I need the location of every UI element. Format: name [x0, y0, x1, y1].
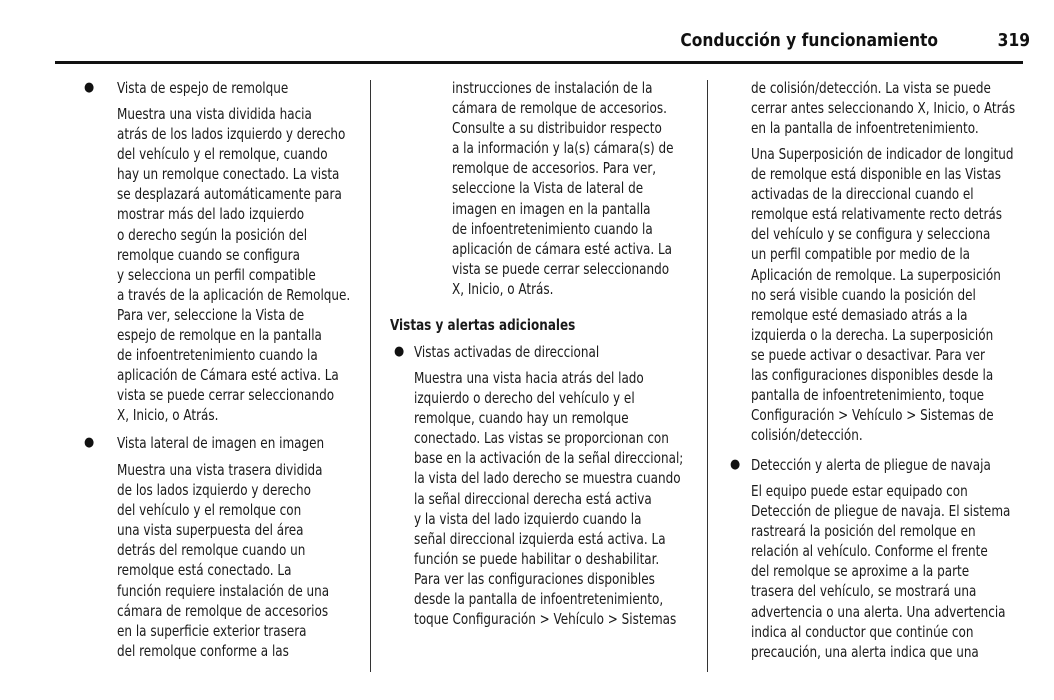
- text-line: del vehículo y se configura y selecciona: [751, 225, 991, 244]
- text-line: la vista del lado derecho se muestra cuando: [414, 469, 681, 488]
- text-line: toque Configuración > Vehículo > Sistemas: [414, 610, 677, 629]
- text-line: función requiere instalación de una: [117, 581, 330, 600]
- text-line: un perfil compatible por medio de la: [751, 245, 971, 264]
- text-line: pantalla de infoentretenimiento, toque: [751, 386, 985, 405]
- text-line: mostrar más del lado izquierdo: [117, 205, 305, 224]
- text-line: izquierda o la derecha. La superposición: [751, 325, 994, 344]
- text-line: se desplazará automáticamente para: [117, 185, 342, 204]
- paragraph: [751, 78, 1048, 138]
- paragraph: [117, 460, 355, 661]
- section-title: Conducción y funcionamiento: [680, 30, 938, 51]
- text-line: de infoentretenimiento cuando la: [452, 219, 653, 238]
- text-line: remolque esté demasiado atrás a la: [751, 305, 968, 324]
- text-line: Vista lateral de imagen en imagen: [117, 434, 325, 452]
- text-line: Muestra una vista hacia atrás del lado: [414, 369, 644, 387]
- text-line: Para ver las configuraciones disponibles: [414, 569, 655, 588]
- text-line: Configuración > Vehículo > Sistemas de: [751, 406, 994, 425]
- text-line: remolque, cuando hay un remolque: [414, 409, 629, 428]
- text-line: vista se puede cerrar seleccionando: [452, 259, 670, 278]
- text-line: imagen en imagen en la pantalla: [452, 199, 651, 218]
- text-line: las configuraciones disponibles desde la: [751, 366, 994, 385]
- text-line: de colisión/detección. La vista se puede: [751, 79, 991, 97]
- list-item-heading: [117, 78, 309, 98]
- text-line: remolque de accesorios. Para ver,: [452, 159, 657, 178]
- text-line: X, Inicio, o Atrás.: [452, 279, 554, 298]
- text-line: a través de la aplicación de Remolque.: [117, 285, 351, 304]
- text-line: remolque está conectado. La: [117, 561, 292, 580]
- text-line: señal direccional izquierda está activa. La: [414, 529, 666, 548]
- text-line: no será visible cuando la posición del: [751, 285, 976, 304]
- list-item-heading: [414, 342, 622, 362]
- text-line: Vista de espejo de remolque: [117, 79, 289, 97]
- text-line: izquierdo o derecho del vehículo y el: [414, 389, 635, 408]
- text-line: Consulte a su distribuidor respecto: [452, 119, 662, 138]
- text-line: se puede activar o desactivar. Para ver: [751, 345, 985, 364]
- text-line: de infoentretenimiento cuando la: [117, 346, 318, 365]
- text-line: a la información y la(s) cámara(s) de: [452, 139, 674, 158]
- text-line: y selecciona un perfil compatible: [117, 265, 316, 284]
- text-line: la señal direccional derecha está activa: [414, 489, 652, 508]
- section-heading: [390, 315, 598, 335]
- text-line: del remolque conforme a las: [117, 641, 289, 660]
- text-line: aplicación de Cámara esté activa. La: [117, 366, 339, 385]
- text-line: Para ver, seleccione la Vista de: [117, 305, 305, 324]
- text-line: detrás del remolque cuando un: [117, 541, 306, 560]
- list-item-heading: [117, 433, 350, 453]
- text-line: hay un remolque conectado. La vista: [117, 165, 340, 184]
- text-line: El equipo puede estar equipado con: [751, 482, 968, 500]
- text-line: de los lados izquierdo y derecho: [117, 481, 311, 500]
- text-line: cámara de remolque de accesorios.: [452, 99, 667, 118]
- text-line: en la superficie exterior trasera: [117, 621, 307, 640]
- text-line: una vista superpuesta del área: [117, 521, 304, 540]
- paragraph: [452, 78, 701, 299]
- paragraph: [117, 104, 379, 426]
- bullet-icon: ●: [394, 344, 405, 359]
- bullet-icon: ●: [84, 435, 95, 450]
- paragraph: [414, 368, 717, 629]
- text-line: precaución, una alerta indica que una: [751, 642, 979, 661]
- text-line: del vehículo y el remolque con: [117, 501, 302, 520]
- text-line: y la vista del lado izquierdo cuando la: [414, 509, 642, 528]
- text-line: desde la pantalla de infoentretenimiento,: [414, 590, 664, 609]
- text-line: o derecho según la posición del: [117, 225, 308, 244]
- page-number: 319: [997, 30, 1030, 51]
- text-line: conectado. Las vistas se proporcionan con: [414, 429, 669, 448]
- bullet-icon: ●: [730, 457, 741, 472]
- text-line: Una Superposición de indicador de longitud: [751, 145, 1014, 163]
- text-line: rastreará la posición del remolque en: [751, 522, 976, 541]
- text-line: cerrar antes seleccionando X, Inicio, o Atrás: [751, 99, 1016, 118]
- text-line: seleccione la Vista de lateral de: [452, 179, 644, 198]
- bullet-icon: ●: [84, 80, 95, 95]
- text-line: aplicación de cámara esté activa. La: [452, 239, 673, 258]
- text-line: Detección de pliegue de navaja. El sistema: [751, 502, 1011, 521]
- text-line: base en la activación de la señal direccional;: [414, 449, 684, 468]
- text-line: en la pantalla de infoentretenimiento.: [751, 119, 979, 138]
- text-line: indica al conductor que continúe con: [751, 622, 974, 641]
- paragraph: [751, 144, 1046, 445]
- text-line: atrás de los lados izquierdo y derecho: [117, 125, 346, 144]
- text-line: advertencia o una alerta. Una advertencia: [751, 602, 1006, 621]
- text-line: trasera del vehículo, se mostrará una: [751, 582, 977, 601]
- text-line: Vistas activadas de direccional: [414, 343, 600, 361]
- paragraph: [751, 481, 1042, 662]
- text-line: función se puede habilitar o deshabilitar.: [414, 549, 660, 568]
- text-line: activadas de la direccional cuando el: [751, 185, 974, 204]
- text-line: remolque está relativamente recto detrás: [751, 205, 1003, 224]
- text-line: del vehículo y el remolque, cuando: [117, 145, 328, 164]
- text-line: colisión/detección.: [751, 426, 863, 445]
- text-line: Muestra una vista dividida hacia: [117, 105, 312, 123]
- text-line: Vistas y alertas adicionales: [390, 316, 576, 334]
- text-line: vista se puede cerrar seleccionando: [117, 386, 335, 405]
- text-line: remolque cuando se configura: [117, 245, 300, 264]
- text-line: X, Inicio, o Atrás.: [117, 406, 219, 425]
- header-rule: [55, 61, 1023, 64]
- text-line: Aplicación de remolque. La superposición: [751, 265, 1001, 284]
- text-line: Detección y alerta de pliegue de navaja: [751, 456, 991, 474]
- text-line: relación al vehículo. Conforme el frente: [751, 542, 988, 561]
- text-line: cámara de remolque de accesorios: [117, 601, 329, 620]
- list-item-heading: [751, 455, 1020, 475]
- text-line: Muestra una vista trasera dividida: [117, 461, 323, 479]
- text-line: instrucciones de instalación de la: [452, 79, 653, 97]
- text-line: de remolque está disponible en las Vistas: [751, 165, 1001, 184]
- text-line: espejo de remolque en la pantalla: [117, 326, 322, 345]
- text-line: del remolque se aproxime a la parte: [751, 562, 970, 581]
